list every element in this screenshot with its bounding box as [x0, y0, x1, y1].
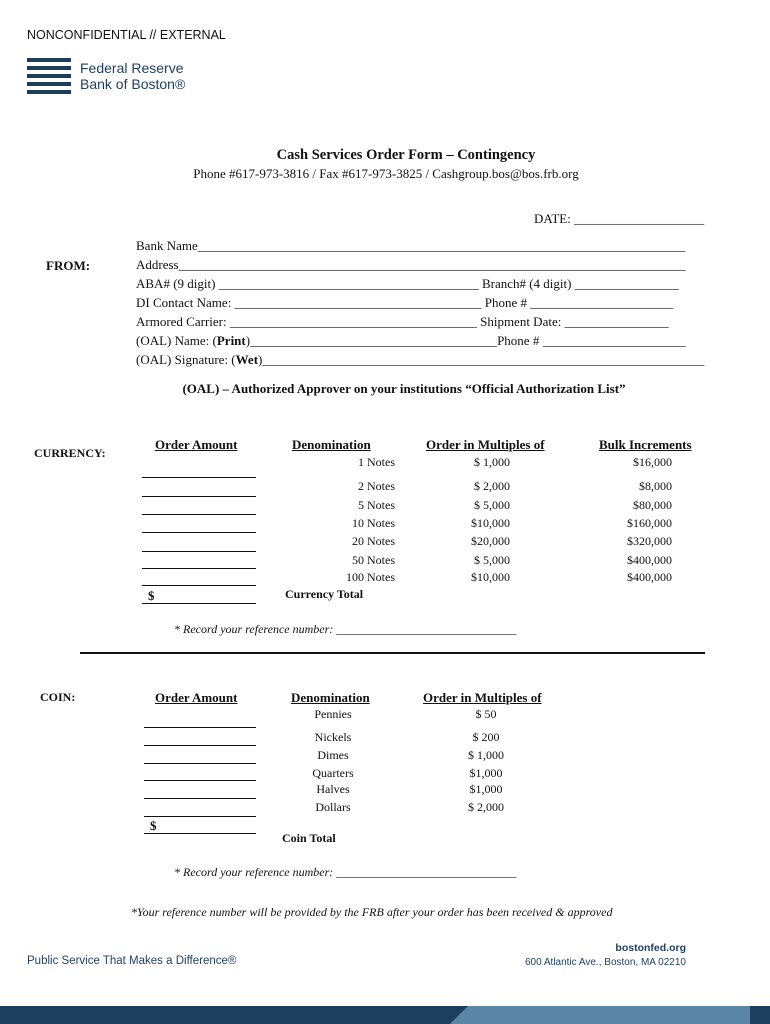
coin-reference-field[interactable]: * Record your reference number: ______________________________: [174, 865, 517, 879]
oal-name-field[interactable]: [136, 333, 686, 349]
coin-denomination: Halves: [316, 782, 350, 796]
currency-bulk: $8,000: [639, 479, 672, 493]
coin-order-input[interactable]: [144, 763, 256, 764]
currency-multiple: $20,000: [471, 534, 510, 548]
contact-line: Phone #617-973-3816 / Fax #617-973-3825 / Cashgroup.bos@bos.frb.org: [193, 166, 579, 181]
coin-header-denomination: Denomination: [291, 690, 370, 705]
currency-bulk: $16,000: [633, 455, 672, 469]
coin-multiple: $1,000: [469, 766, 503, 780]
currency-bulk: $80,000: [633, 498, 672, 512]
currency-bulk: $400,000: [627, 570, 672, 584]
coin-header-multiples: Order in Multiples of: [423, 690, 542, 705]
federal-reserve-logo-icon: [27, 58, 71, 94]
coin-dollar-sign: $: [150, 818, 157, 833]
coin-denomination: Dollars: [315, 800, 351, 814]
currency-label: CURRENCY:: [34, 446, 106, 460]
coin-multiple: $1,000: [469, 782, 503, 796]
footer-address: 600 Atlantic Ave., Boston, MA 02210: [524, 957, 686, 968]
coin-order-input[interactable]: [144, 780, 256, 781]
currency-multiple: $ 1,000: [474, 455, 510, 469]
currency-order-input[interactable]: [142, 568, 256, 569]
currency-multiple: $ 5,000: [474, 553, 510, 567]
currency-order-input[interactable]: [142, 532, 256, 533]
coin-order-input[interactable]: [144, 727, 256, 728]
currency-denomination: 100 Notes: [346, 570, 395, 584]
currency-multiple: $10,000: [471, 516, 510, 530]
currency-order-input[interactable]: [142, 585, 256, 586]
coin-denomination: Pennies: [314, 707, 352, 721]
currency-order-input[interactable]: [142, 551, 256, 552]
logo-line-2: Bank of Boston®: [80, 76, 186, 92]
oal-name-bold: Print: [216, 333, 246, 348]
coin-header-order-amount: Order Amount: [155, 690, 238, 705]
currency-header-order-amount: Order Amount: [155, 437, 238, 452]
currency-denomination: 20 Notes: [352, 534, 395, 548]
currency-order-input[interactable]: [142, 477, 256, 478]
currency-reference-field[interactable]: * Record your reference number: ______________________________: [174, 622, 517, 636]
currency-denomination: 1 Notes: [358, 455, 395, 469]
coin-multiple: $ 2,000: [468, 800, 504, 814]
from-label: FROM:: [46, 258, 91, 273]
coin-order-input[interactable]: [144, 816, 256, 817]
currency-header-bulk: Bulk Increments: [599, 437, 692, 452]
oal-sig-prefix: (OAL) Signature: (: [136, 352, 236, 367]
oal-name-suffix: )______________________________________Phone # ______________________: [245, 333, 686, 348]
coin-total-input[interactable]: [144, 833, 256, 834]
footer-tagline: Public Service That Makes a Difference®: [27, 955, 237, 967]
oal-signature-field[interactable]: [136, 352, 704, 368]
currency-order-input[interactable]: [142, 514, 256, 515]
coin-multiple: $ 1,000: [468, 748, 504, 762]
classification-label: NONCONFIDENTIAL // EXTERNAL: [27, 28, 226, 42]
coin-denomination: Nickels: [314, 730, 352, 744]
coin-label: COIN:: [40, 690, 76, 704]
coin-denomination: Dimes: [317, 748, 349, 762]
logo-line-1: Federal Reserve: [80, 60, 184, 76]
date-field[interactable]: DATE: ____________________: [534, 211, 705, 226]
currency-header-multiples: Order in Multiples of: [426, 437, 545, 452]
coin-order-input[interactable]: [144, 745, 256, 746]
currency-multiple: $10,000: [471, 570, 510, 584]
address-field[interactable]: Address______________________________________________________________________________: [136, 257, 686, 272]
currency-bulk: $160,000: [627, 516, 672, 530]
coin-order-input[interactable]: [144, 798, 256, 799]
section-divider: [80, 652, 705, 654]
oal-name-prefix: (OAL) Name: (: [136, 333, 217, 348]
currency-denomination: 2 Notes: [358, 479, 395, 493]
currency-denomination: 10 Notes: [352, 516, 395, 530]
currency-denomination: 5 Notes: [358, 498, 395, 512]
currency-multiple: $ 2,000: [474, 479, 510, 493]
oal-sig-suffix: )____________________________________________________________________: [258, 352, 705, 367]
currency-denomination: 50 Notes: [352, 553, 395, 567]
coin-multiple: $ 200: [472, 730, 500, 744]
aba-branch-field[interactable]: ABA# (9 digit) ________________________________________ Branch# (4 digit) ________________: [136, 276, 679, 291]
footer-website-link[interactable]: bostonfed.org: [615, 942, 686, 954]
currency-multiple: $ 5,000: [474, 498, 510, 512]
armored-carrier-field[interactable]: Armored Carrier: ______________________________________ Shipment Date: ________________: [136, 314, 669, 329]
bank-name-field[interactable]: Bank Name___________________________________________________________________________: [136, 238, 686, 253]
form-title: Cash Services Order Form – Contingency: [276, 147, 536, 163]
currency-order-input[interactable]: [142, 496, 256, 497]
currency-bulk: $400,000: [627, 553, 672, 567]
coin-total-label: Coin Total: [282, 831, 336, 845]
coin-multiple: $ 50: [475, 707, 497, 721]
currency-dollar-sign: $: [148, 588, 155, 603]
currency-header-denomination: Denomination: [292, 437, 371, 452]
currency-total-input[interactable]: [142, 603, 256, 604]
oal-note: (OAL) – Authorized Approver on your institutions “Official Authorization List”: [182, 381, 626, 396]
di-contact-field[interactable]: DI Contact Name: ______________________________________ Phone # ______________________: [136, 295, 674, 310]
footer-brand-accent: [450, 1006, 750, 1024]
coin-denomination: Quarters: [312, 766, 354, 780]
currency-total-label: Currency Total: [285, 587, 364, 601]
currency-bulk: $320,000: [627, 534, 672, 548]
oal-sig-bold: Wet: [235, 352, 259, 367]
reference-footnote: *Your reference number will be provided by the FRB after your order has been received & approved: [131, 905, 613, 919]
